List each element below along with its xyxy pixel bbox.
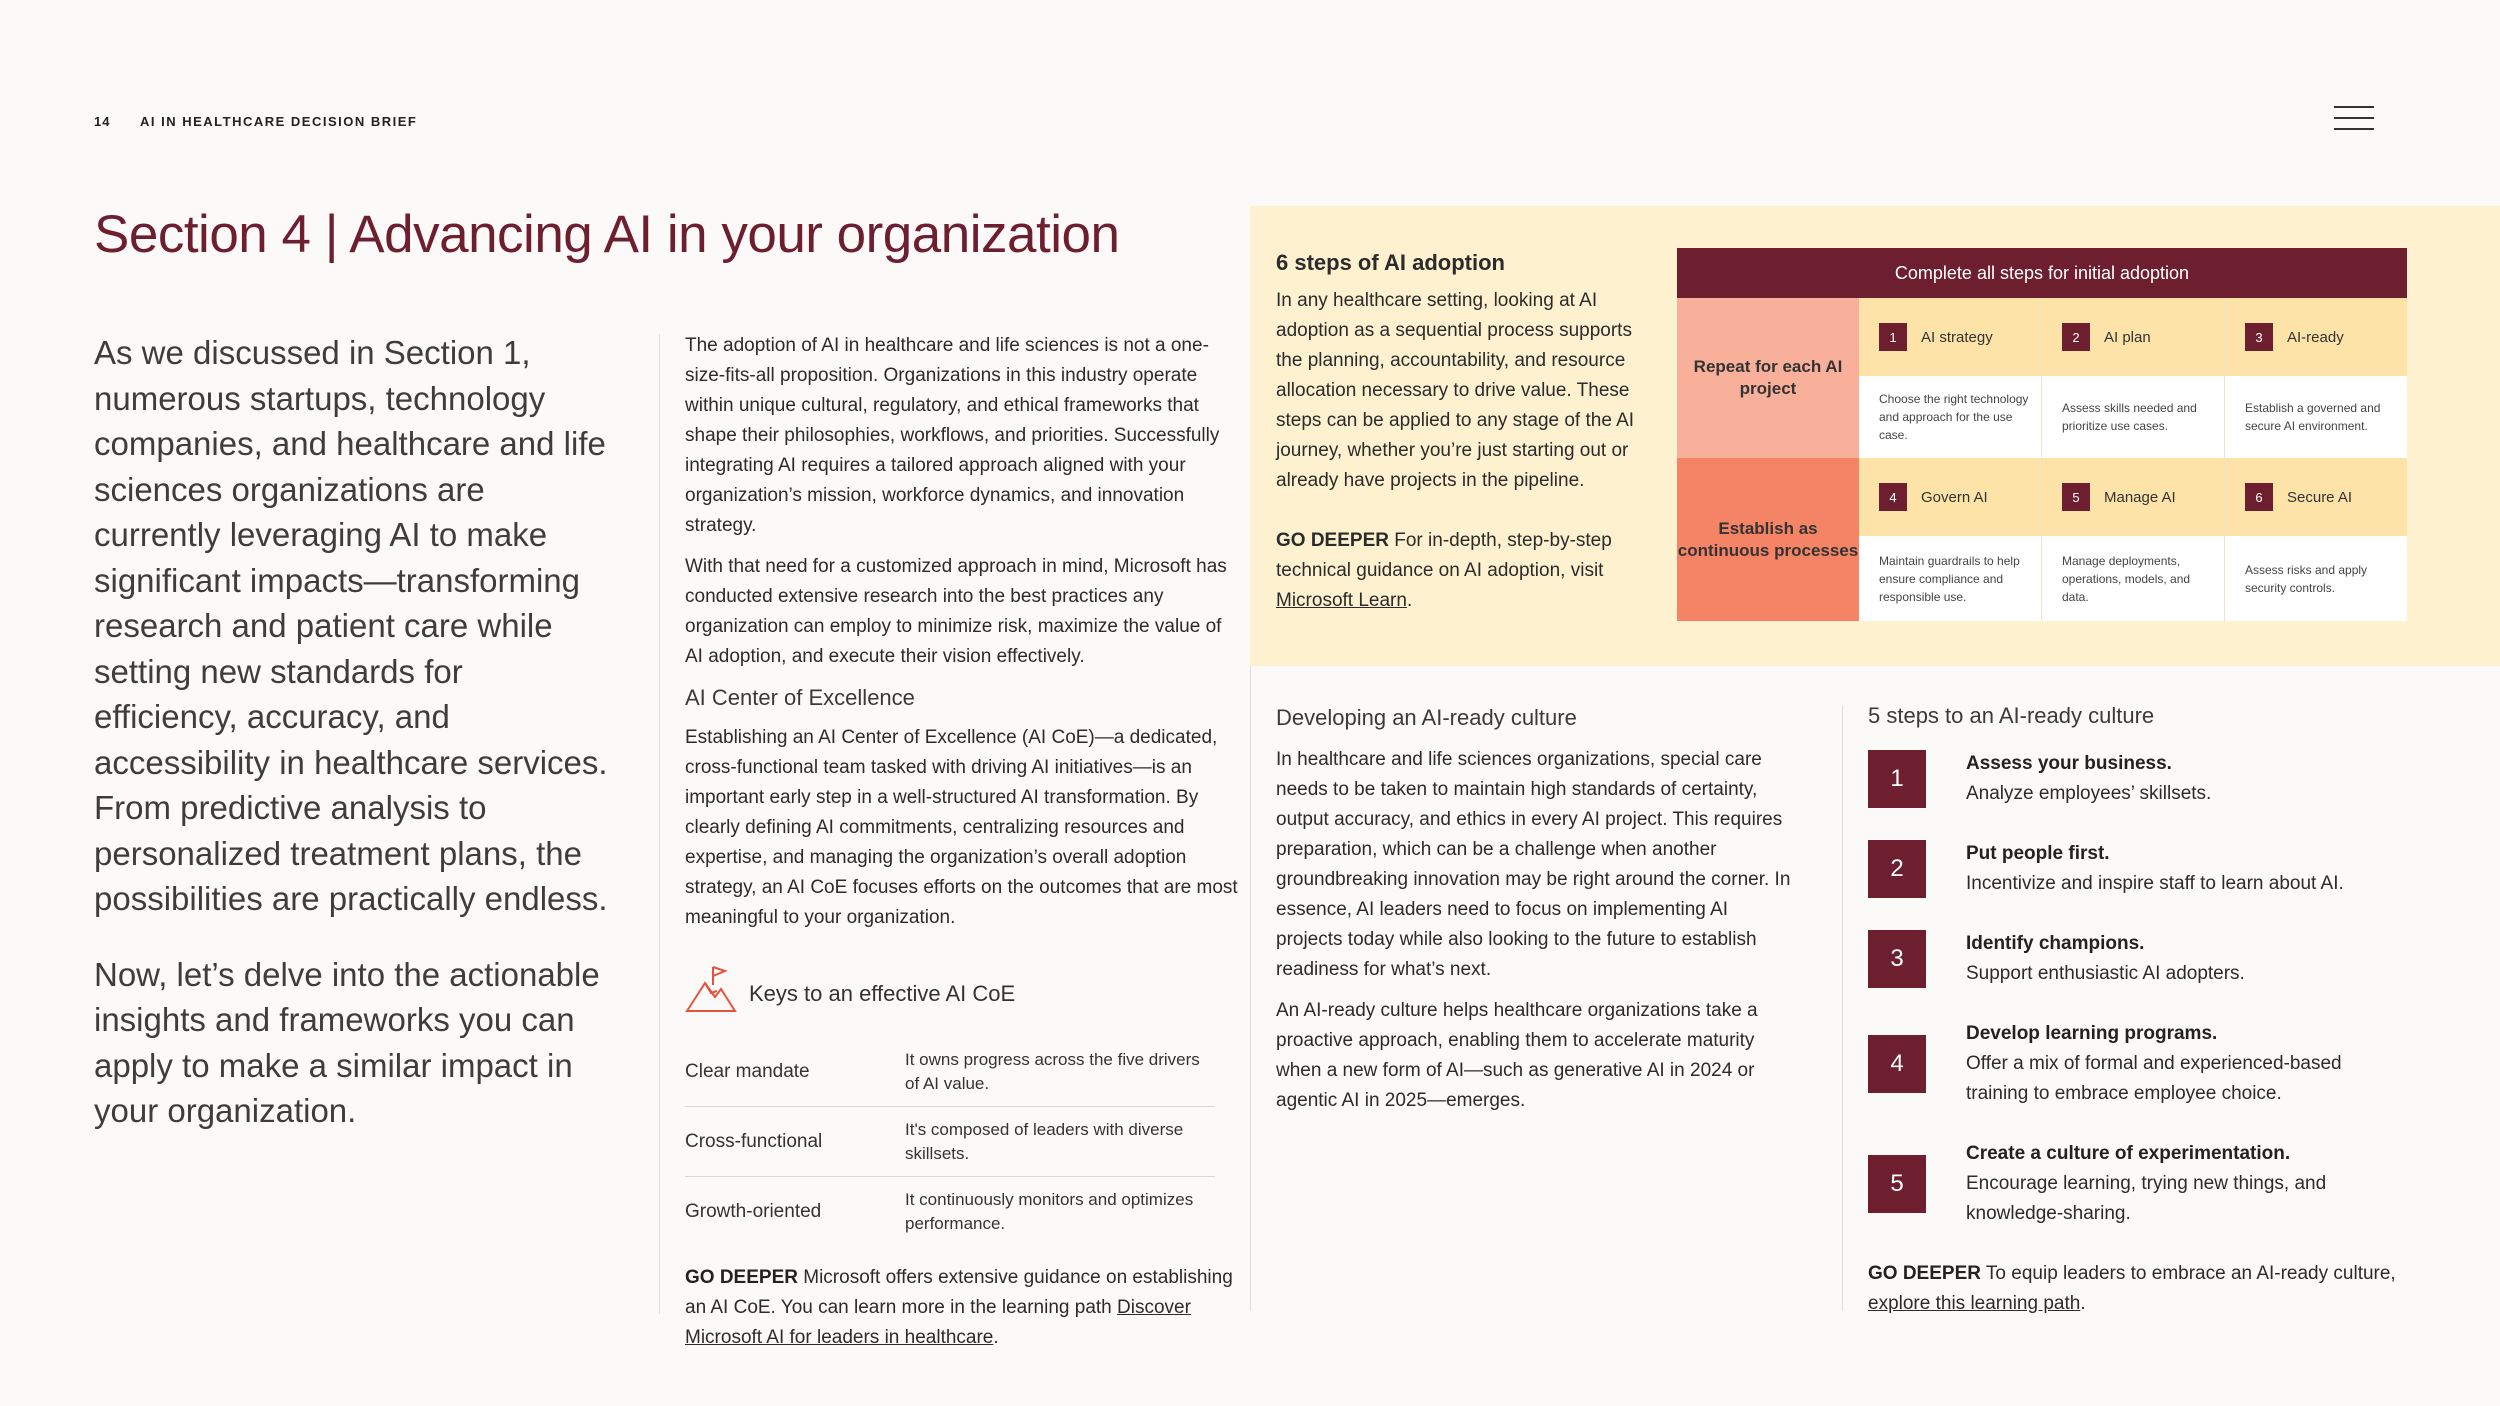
step-description: Assess skills needed and prioritize use cases. [2042, 376, 2224, 458]
adoption-heading: 6 steps of AI adoption [1276, 250, 1505, 275]
microsoft-learn-link[interactable]: Microsoft Learn [1276, 590, 1407, 611]
step-title: Develop learning programs. [1966, 1023, 2218, 1044]
step-number: 3 [1868, 930, 1926, 988]
document-title: AI IN HEALTHCARE DECISION BRIEF [140, 114, 418, 129]
step-title: Identify champions. [1966, 933, 2145, 954]
go-deeper-text: Microsoft offers extensive guidance on establishing an AI CoE. You can learn more in the learning path [685, 1267, 1233, 1318]
step-title: Create a culture of experimentation. [1966, 1143, 2291, 1164]
step-cell-ai-ready [2224, 298, 2407, 458]
adoption-intro-column [685, 331, 1240, 1353]
go-deeper-end: . [993, 1327, 999, 1348]
step-description: Support enthusiastic AI adopters. [1966, 963, 2245, 984]
step-description: Assess risks and apply security controls. [2225, 536, 2407, 621]
coe-heading: AI Center of Excellence [685, 685, 915, 710]
step-cell-manage-ai [2041, 458, 2224, 621]
learning-path-link[interactable]: explore this learning path [1868, 1293, 2081, 1314]
step-description: Maintain guardrails to help ensure compliance and responsible use. [1859, 536, 2041, 621]
key-row [685, 1037, 1215, 1107]
go-deeper-label: GO DEEPER [1868, 1263, 1981, 1284]
step-number: 4 [1868, 1035, 1926, 1093]
intro-paragraph: With that need for a customized approach in mind, Microsoft has conducted extensive research into the best practices any organization can employ to minimize risk, maximize the value of AI adoption, and execute their vision effectively. [685, 556, 1227, 667]
culture-step [1868, 929, 2408, 989]
culture-step [1868, 749, 2408, 809]
step-description: Offer a mix of formal and experienced-based training to embrace employee choice. [1966, 1053, 2342, 1104]
ai-ready-culture-section [1276, 703, 1796, 1127]
culture-heading: Developing an AI-ready culture [1276, 705, 1577, 730]
step-number: 2 [1868, 840, 1926, 898]
steps-heading: 5 steps to an AI-ready culture [1868, 703, 2155, 728]
menu-icon[interactable] [2334, 106, 2374, 132]
culture-paragraph: In healthcare and life sciences organizations, special care needs to be taken to maintain high standards of certainty, output accuracy, and ethics in every AI project. This requires preparation, which can be a challenge when another groundbreaking innovation may be right around the corner. In essence, AI leaders need to focus on implementing AI projects today while also looking to the future to establish readiness for what’s next. [1276, 749, 1791, 980]
step-description: Analyze employees’ skillsets. [1966, 783, 2212, 804]
key-label: Clear mandate [685, 1060, 810, 1082]
key-description: It owns progress across the five drivers of AI value. [905, 1049, 1200, 1093]
key-description: It's composed of leaders with diverse skillsets. [905, 1119, 1184, 1163]
keys-header [685, 963, 1240, 1025]
intro-paragraph: The adoption of AI in healthcare and life sciences is not a one-size-fits-all proposition. Organizations in this industry operate within unique cultural, regulatory, and ethical frameworks that shape their philosophies, workflows, and priorities. Successfully integrating AI requires a tailored approach aligned with your organization’s mission, workforce dynamics, and innovation strategy. [685, 335, 1220, 536]
culture-steps-section [1868, 703, 2408, 1319]
go-deeper-text: For in-depth, step-by-step technical guidance on AI adoption, visit [1276, 530, 1612, 581]
step-description: Choose the right technology and approach for the use case. [1859, 376, 2041, 458]
step-badge: 6 [2245, 483, 2273, 511]
continuous-label: Establish as continuous processes [1677, 458, 1859, 621]
step-number: 5 [1868, 1155, 1926, 1213]
keys-title: Keys to an effective AI CoE [749, 981, 1016, 1006]
step-cell-ai-plan [2041, 298, 2224, 458]
step-cell-secure-ai [2224, 458, 2407, 621]
culture-step [1868, 1139, 2408, 1229]
column-divider [1842, 706, 1843, 1311]
go-deeper-culture [1868, 1259, 2408, 1319]
culture-paragraph: An AI-ready culture helps healthcare organizations take a proactive approach, enabling them to accelerate maturity when a new form of AI—such as generative AI in 2024 or agentic AI in 2025—emerges. [1276, 1000, 1758, 1111]
key-label: Growth-oriented [685, 1201, 822, 1222]
step-title: AI strategy [1921, 328, 1993, 346]
step-badge: 3 [2245, 323, 2273, 351]
go-deeper-label: GO DEEPER [685, 1267, 798, 1288]
culture-step [1868, 839, 2408, 899]
repeat-label: Repeat for each AI project [1677, 298, 1859, 458]
step-badge: 5 [2062, 483, 2090, 511]
leaders-healthcare-link[interactable]: Discover Microsoft AI for leaders in healthcare [685, 1297, 1191, 1348]
step-cell-govern-ai [1859, 458, 2041, 621]
go-deeper-end: . [1406, 590, 1413, 611]
column-divider [659, 334, 660, 1314]
step-title: Manage AI [2104, 488, 2176, 506]
key-row [685, 1177, 1215, 1247]
lead-paragraph: Now, let’s delve into the actionable insights and frameworks you can apply to make a similar impact in your organization. [94, 955, 600, 1129]
step-title: AI plan [2104, 328, 2151, 346]
column-divider [1250, 666, 1251, 1311]
step-title: Assess your business. [1966, 753, 2172, 774]
go-deeper-adoption [1276, 526, 1646, 616]
section-title: Section 4 | Advancing AI in your organization [94, 205, 1120, 264]
step-title: Put people first. [1966, 843, 2110, 864]
step-title: AI-ready [2287, 328, 2344, 346]
step-number: 1 [1868, 750, 1926, 808]
adoption-paragraph: In any healthcare setting, looking at AI adoption as a sequential process supports the planning, accountability, and resource allocation necessary to drive value. These steps can be applied to any stage of the AI journey, whether you’re just starting out or already have projects in the pipeline. [1276, 290, 1635, 491]
step-badge: 1 [1879, 323, 1907, 351]
step-cell-ai-strategy [1859, 298, 2041, 458]
step-description: Encourage learning, trying new things, and knowledge-sharing. [1966, 1173, 2327, 1224]
lead-text [94, 330, 614, 1164]
go-deeper-end: . [2080, 1293, 2086, 1314]
page-number: 14 [94, 114, 111, 129]
go-deeper-text: To equip leaders to embrace an AI-ready culture, [1980, 1263, 2396, 1284]
go-deeper-label: GO DEEPER [1276, 530, 1389, 551]
step-title: Govern AI [1921, 488, 1988, 506]
culture-step [1868, 1019, 2408, 1109]
coe-paragraph: Establishing an AI Center of Excellence (AI CoE)—a dedicated, cross-functional team tasked with driving AI initiatives—is an important early step in a well-structured AI transformation. By clearly defining AI commitments, centralizing resources and expertise, and managing the organization’s overall adoption strategy, an AI CoE focuses efforts on the outcomes that are most meaningful to your organization. [685, 727, 1238, 928]
mountain-flag-icon [685, 963, 737, 1025]
step-badge: 2 [2062, 323, 2090, 351]
key-description: It continuously monitors and optimizes performance. [905, 1190, 1194, 1233]
adoption-steps-intro [1276, 248, 1646, 616]
step-title: Secure AI [2287, 488, 2353, 506]
step-description: Incentivize and inspire staff to learn about AI. [1966, 873, 2344, 894]
grid-header: Complete all steps for initial adoption [1677, 248, 2407, 298]
adoption-steps-grid [1677, 248, 2407, 621]
step-badge: 4 [1879, 483, 1907, 511]
lead-paragraph: As we discussed in Section 1, numerous startups, technology companies, and healthcare and life sciences organizations are currently leveraging AI to make significant impacts—transforming research and patient care while setting new standards for efficiency, accuracy, and accessibility in healthcare services. From predictive analysis to personalized treatment plans, the possibilities are practically endless. [94, 334, 608, 917]
step-description: Manage deployments, operations, models, and data. [2042, 536, 2224, 621]
go-deeper-coe [685, 1263, 1240, 1353]
key-row [685, 1107, 1215, 1177]
key-label: Cross-functional [685, 1130, 823, 1152]
step-description: Establish a governed and secure AI environment. [2225, 376, 2407, 458]
keys-table [685, 1037, 1215, 1247]
